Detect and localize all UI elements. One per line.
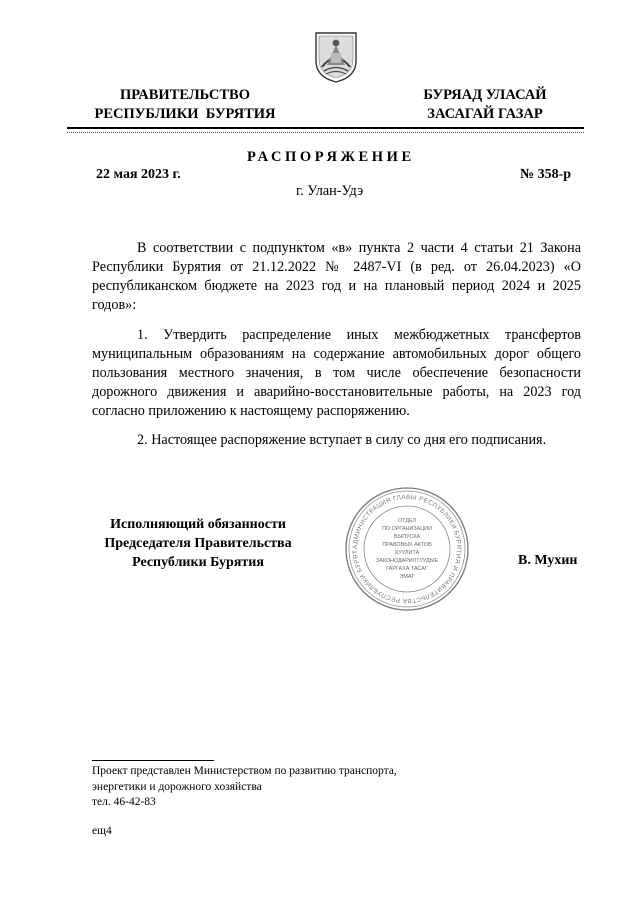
signatory-position-line1: Исполняющий обязанности bbox=[110, 517, 286, 532]
paragraph-item-2: 2. Настоящее распоряжение вступает в силу со дня его подписания. bbox=[137, 432, 547, 448]
document-number: № 358-р bbox=[520, 167, 572, 182]
stamp-line-3: ВЫПУСКА bbox=[393, 534, 421, 540]
stamp-line-4: ПРАВОВЫХ АКТОВ bbox=[382, 542, 432, 548]
official-stamp bbox=[344, 486, 470, 612]
stamp-line-1: ОТДЕЛ bbox=[397, 518, 417, 524]
document-title: РАСПОРЯЖЕНИЕ bbox=[247, 149, 415, 165]
stamp-line-5: ХУУЛИТА bbox=[394, 550, 420, 556]
footer-line2: энергетики и дорожного хозяйства bbox=[92, 780, 262, 793]
government-name-bua bbox=[399, 86, 571, 124]
coat-of-arms-emblem bbox=[314, 31, 358, 83]
government-name-line2: РЕСПУБЛИКИ БУРЯТИЯ bbox=[94, 106, 276, 122]
signatory-position bbox=[80, 515, 316, 572]
signatory-name: В. Мухин bbox=[518, 553, 578, 568]
paragraph-item-1: 1. Утвердить распределение иных межбюджетных трансфертов муниципальным образованиям на содержание автомобильных дорог общего пользования местного значения, в том числе обеспечение безопасности дорожного движения и аварийно-восстановительные работы, на 2023 год согласно приложению к настоящему распоряжению. bbox=[92, 327, 581, 419]
document-date: 22 мая 2023 г. bbox=[96, 167, 181, 182]
signatory-position-line3: Республики Бурятия bbox=[132, 555, 264, 570]
government-name-ru bbox=[90, 86, 280, 124]
government-name-bua-line2: ЗАСАГАЙ ГАЗАР bbox=[427, 106, 543, 122]
footer-code: ещ4 bbox=[92, 825, 112, 837]
stamp-line-8: ЭМАГ bbox=[399, 574, 415, 580]
header-rule bbox=[67, 127, 584, 129]
preamble-paragraph: В соответствии с подпунктом «в» пункта 2 части 4 статьи 21 Закона Республики Бурятия от 21.12.2022 № 2487-VI (в ред. от 26.04.2023) «О республиканском бюджете на 2023 год и на плановый период 2024 и 2025 годов»: bbox=[92, 240, 581, 313]
government-name-bua-line1: БУРЯАД УЛАСАЙ bbox=[423, 87, 547, 103]
footer-contact bbox=[92, 764, 397, 811]
footer-line1: Проект представлен Министерством по развитию транспорта, bbox=[92, 765, 397, 777]
stamp-line-2: ПО ОРГАНИЗАЦИИ bbox=[382, 526, 432, 532]
header-dotted-rule bbox=[67, 132, 584, 133]
footer-line3: тел. 46-42-83 bbox=[92, 796, 156, 808]
government-name-line1: ПРАВИТЕЛЬСТВО bbox=[120, 87, 250, 103]
document-city: г. Улан-Удэ bbox=[296, 183, 364, 199]
stamp-ring-text: АДМИНИСТРАЦИЯ ГЛАВЫ РЕСПУБЛИКИ БУРЯТИЯ И ПРАВИТЕЛЬСТВА РЕСПУБЛИКИ БУРЯТ bbox=[351, 493, 463, 605]
footnote-rule bbox=[92, 760, 214, 761]
stamp-line-6: ЗАКОНОДАРИЛТУУДЫЕ bbox=[375, 558, 439, 564]
signatory-position-line2: Председателя Правительства bbox=[104, 536, 292, 551]
stamp-line-7: ГАРГАХА ТАСАГ bbox=[386, 566, 428, 572]
